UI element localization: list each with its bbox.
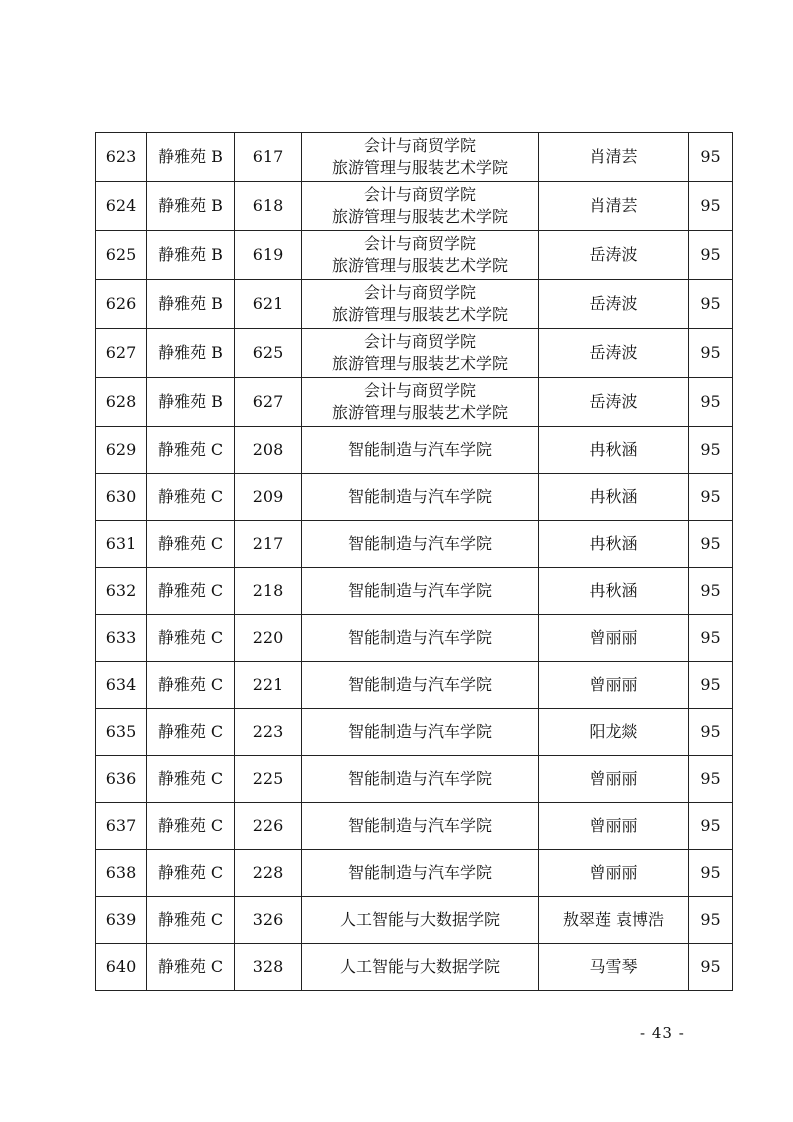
college-line: 旅游管理与服装艺术学院 (331, 158, 508, 177)
cell-teacher: 肖清芸 (539, 182, 689, 231)
cell-teacher: 曾丽丽 (539, 850, 689, 897)
cell-number: 634 (96, 662, 147, 709)
table-row (96, 850, 733, 897)
cell-room: 228 (235, 850, 302, 897)
cell-college (302, 615, 539, 662)
cell-building: 静雅苑 C (147, 615, 235, 662)
cell-college (302, 944, 539, 991)
cell-room: 223 (235, 709, 302, 756)
table-row (96, 568, 733, 615)
college-line: 旅游管理与服装艺术学院 (331, 305, 508, 324)
cell-number: 627 (96, 329, 147, 378)
cell-room: 218 (235, 568, 302, 615)
cell-building: 静雅苑 B (147, 280, 235, 329)
college-line: 智能制造与汽车学院 (347, 487, 492, 506)
cell-teacher: 曾丽丽 (539, 662, 689, 709)
college-line: 智能制造与汽车学院 (347, 534, 492, 553)
cell-teacher: 岳涛波 (539, 329, 689, 378)
college-line: 智能制造与汽车学院 (347, 816, 492, 835)
cell-number: 628 (96, 378, 147, 427)
cell-score: 95 (689, 662, 733, 709)
table-row (96, 329, 733, 378)
cell-room: 618 (235, 182, 302, 231)
cell-number: 639 (96, 897, 147, 944)
college-line: 人工智能与大数据学院 (339, 957, 500, 976)
cell-teacher: 岳涛波 (539, 378, 689, 427)
cell-number: 625 (96, 231, 147, 280)
table-row (96, 662, 733, 709)
cell-college (302, 897, 539, 944)
cell-score: 95 (689, 329, 733, 378)
cell-room: 220 (235, 615, 302, 662)
cell-score: 95 (689, 709, 733, 756)
cell-college (302, 521, 539, 568)
college-line: 会计与商贸学院 (363, 332, 476, 351)
cell-number: 630 (96, 474, 147, 521)
table-row (96, 182, 733, 231)
cell-college (302, 662, 539, 709)
cell-building: 静雅苑 B (147, 133, 235, 182)
cell-score: 95 (689, 850, 733, 897)
cell-building: 静雅苑 C (147, 662, 235, 709)
college-line: 旅游管理与服装艺术学院 (331, 354, 508, 373)
cell-college (302, 568, 539, 615)
cell-room: 209 (235, 474, 302, 521)
college-line: 智能制造与汽车学院 (347, 769, 492, 788)
college-line: 会计与商贸学院 (363, 381, 476, 400)
college-line: 智能制造与汽车学院 (347, 581, 492, 600)
table-row (96, 378, 733, 427)
table-row (96, 897, 733, 944)
cell-number: 624 (96, 182, 147, 231)
cell-score: 95 (689, 378, 733, 427)
cell-number: 632 (96, 568, 147, 615)
cell-teacher: 岳涛波 (539, 280, 689, 329)
college-line: 人工智能与大数据学院 (339, 910, 500, 929)
college-line: 会计与商贸学院 (363, 185, 476, 204)
cell-teacher: 冉秋涵 (539, 427, 689, 474)
cell-building: 静雅苑 C (147, 944, 235, 991)
cell-college (302, 803, 539, 850)
cell-teacher: 曾丽丽 (539, 756, 689, 803)
college-line: 会计与商贸学院 (363, 283, 476, 302)
cell-number: 640 (96, 944, 147, 991)
table-row (96, 803, 733, 850)
table-row (96, 615, 733, 662)
cell-number: 638 (96, 850, 147, 897)
cell-college (302, 709, 539, 756)
cell-college (302, 378, 539, 427)
college-line: 智能制造与汽车学院 (347, 628, 492, 647)
college-line: 智能制造与汽车学院 (347, 675, 492, 694)
cell-college (302, 427, 539, 474)
table-row (96, 427, 733, 474)
cell-room: 621 (235, 280, 302, 329)
cell-score: 95 (689, 568, 733, 615)
cell-number: 637 (96, 803, 147, 850)
cell-college (302, 756, 539, 803)
cell-number: 635 (96, 709, 147, 756)
cell-room: 326 (235, 897, 302, 944)
cell-score: 95 (689, 756, 733, 803)
cell-college (302, 182, 539, 231)
cell-score: 95 (689, 897, 733, 944)
cell-number: 636 (96, 756, 147, 803)
cell-teacher: 冉秋涵 (539, 521, 689, 568)
college-line: 旅游管理与服装艺术学院 (331, 403, 508, 422)
cell-building: 静雅苑 C (147, 568, 235, 615)
cell-building: 静雅苑 C (147, 709, 235, 756)
cell-building: 静雅苑 B (147, 329, 235, 378)
cell-room: 226 (235, 803, 302, 850)
college-line: 旅游管理与服装艺术学院 (331, 256, 508, 275)
cell-college (302, 850, 539, 897)
cell-teacher: 曾丽丽 (539, 615, 689, 662)
cell-teacher: 曾丽丽 (539, 803, 689, 850)
cell-room: 617 (235, 133, 302, 182)
cell-room: 619 (235, 231, 302, 280)
cell-score: 95 (689, 803, 733, 850)
cell-building: 静雅苑 B (147, 231, 235, 280)
cell-teacher: 马雪琴 (539, 944, 689, 991)
cell-room: 225 (235, 756, 302, 803)
cell-college (302, 329, 539, 378)
cell-score: 95 (689, 615, 733, 662)
table-row (96, 709, 733, 756)
cell-college (302, 474, 539, 521)
cell-score: 95 (689, 231, 733, 280)
cell-college (302, 133, 539, 182)
cell-building: 静雅苑 B (147, 182, 235, 231)
cell-teacher: 敖翠莲 袁博浩 (539, 897, 689, 944)
cell-room: 208 (235, 427, 302, 474)
cell-number: 633 (96, 615, 147, 662)
table-row (96, 133, 733, 182)
table-row (96, 474, 733, 521)
cell-number: 626 (96, 280, 147, 329)
cell-room: 627 (235, 378, 302, 427)
college-line: 智能制造与汽车学院 (347, 722, 492, 741)
table-row (96, 756, 733, 803)
cell-teacher: 阳龙燚 (539, 709, 689, 756)
table-row (96, 521, 733, 568)
table-row (96, 231, 733, 280)
cell-score: 95 (689, 133, 733, 182)
table-body (96, 133, 733, 991)
cell-building: 静雅苑 C (147, 474, 235, 521)
cell-teacher: 肖清芸 (539, 133, 689, 182)
table-row (96, 944, 733, 991)
cell-room: 328 (235, 944, 302, 991)
table-row (96, 280, 733, 329)
cell-building: 静雅苑 C (147, 897, 235, 944)
college-line: 智能制造与汽车学院 (347, 863, 492, 882)
cell-score: 95 (689, 521, 733, 568)
cell-room: 217 (235, 521, 302, 568)
cell-room: 625 (235, 329, 302, 378)
dormitory-score-table (95, 132, 733, 991)
cell-number: 623 (96, 133, 147, 182)
college-line: 会计与商贸学院 (363, 136, 476, 155)
cell-score: 95 (689, 427, 733, 474)
cell-score: 95 (689, 474, 733, 521)
cell-number: 631 (96, 521, 147, 568)
cell-number: 629 (96, 427, 147, 474)
cell-building: 静雅苑 B (147, 378, 235, 427)
cell-room: 221 (235, 662, 302, 709)
cell-teacher: 冉秋涵 (539, 474, 689, 521)
cell-college (302, 231, 539, 280)
cell-building: 静雅苑 C (147, 803, 235, 850)
cell-score: 95 (689, 280, 733, 329)
cell-college (302, 280, 539, 329)
college-line: 会计与商贸学院 (363, 234, 476, 253)
cell-building: 静雅苑 C (147, 521, 235, 568)
college-line: 智能制造与汽车学院 (347, 440, 492, 459)
cell-score: 95 (689, 944, 733, 991)
cell-teacher: 岳涛波 (539, 231, 689, 280)
cell-building: 静雅苑 C (147, 850, 235, 897)
page-number: - 43 - (640, 1024, 685, 1042)
cell-building: 静雅苑 C (147, 427, 235, 474)
cell-teacher: 冉秋涵 (539, 568, 689, 615)
cell-score: 95 (689, 182, 733, 231)
cell-building: 静雅苑 C (147, 756, 235, 803)
college-line: 旅游管理与服装艺术学院 (331, 207, 508, 226)
